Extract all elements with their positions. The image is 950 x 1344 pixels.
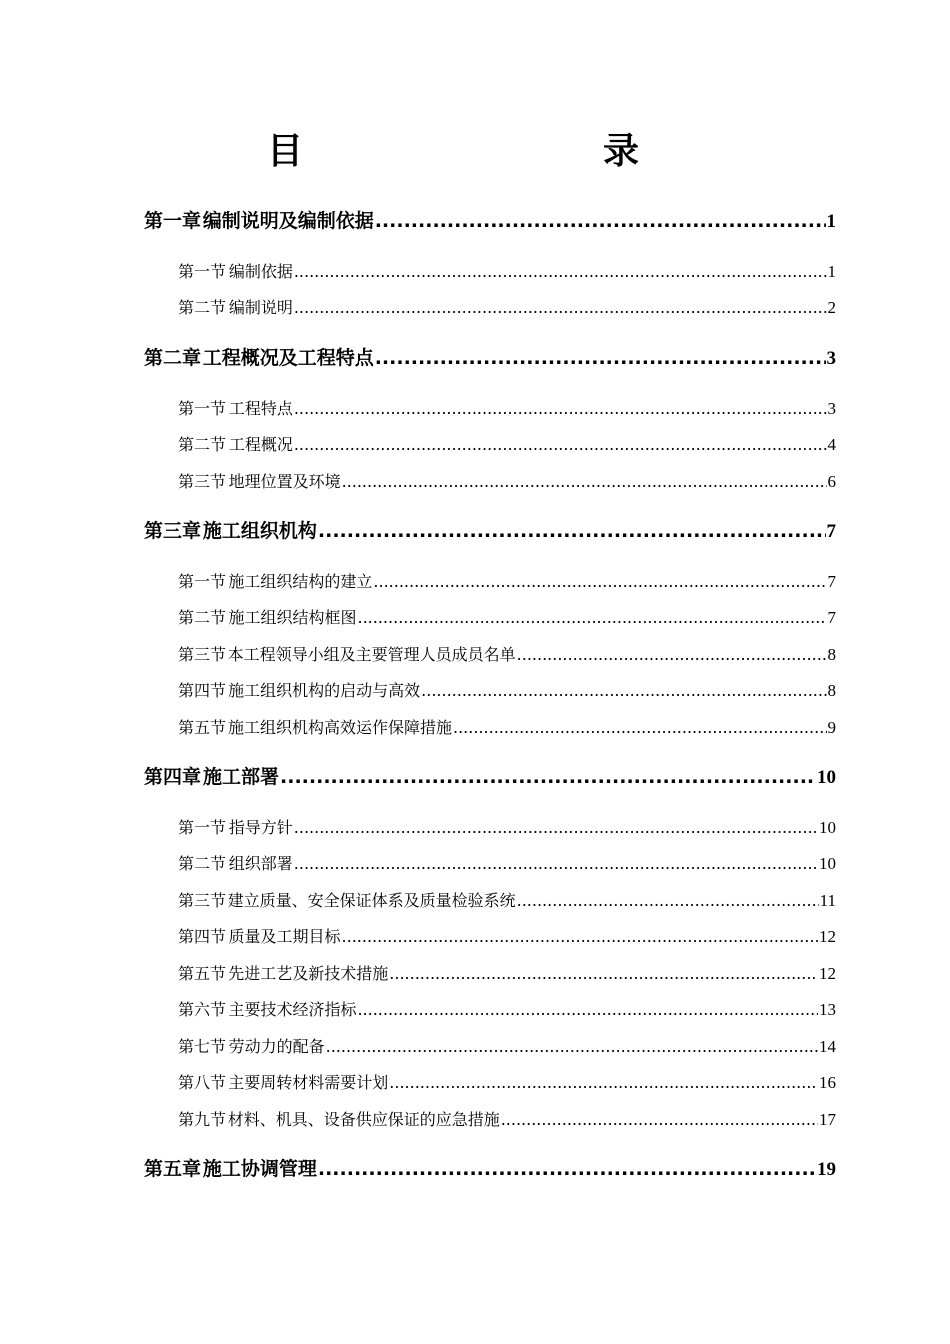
section-title: 编制依据 xyxy=(228,262,293,281)
section-number: 第四节 xyxy=(178,927,227,946)
chapter-title: 施工组织机构 xyxy=(202,520,317,542)
page-number: 19 xyxy=(817,1159,836,1180)
section-title: 建立质量、安全保证体系及质量检验系统 xyxy=(227,891,516,910)
toc-section-2-2[interactable] xyxy=(178,434,836,456)
dot-leader xyxy=(501,1109,818,1131)
section-title: 施工组织机构的启动与高效 xyxy=(228,681,421,700)
toc-section-3-2[interactable] xyxy=(178,607,836,629)
page-number: 7 xyxy=(827,608,836,627)
page-number: 13 xyxy=(819,1000,836,1019)
toc-section-3-4[interactable] xyxy=(178,680,836,702)
section-number: 第一节 xyxy=(178,262,227,281)
toc-section-1-2[interactable] xyxy=(178,297,836,319)
section-number: 第三节 xyxy=(178,891,227,910)
page-number: 16 xyxy=(819,1073,836,1092)
page-number: 10 xyxy=(817,767,836,788)
section-title: 组织部署 xyxy=(228,854,293,873)
section-number: 第五节 xyxy=(178,718,227,737)
dot-leader xyxy=(326,1036,818,1058)
page-number: 10 xyxy=(819,818,836,837)
toc-section-4-6[interactable] xyxy=(178,999,836,1021)
toc-section-3-1[interactable] xyxy=(178,571,836,593)
dot-leader xyxy=(342,926,818,948)
toc-section-4-7[interactable] xyxy=(178,1036,836,1058)
toc-section-3-3[interactable] xyxy=(178,644,836,666)
toc-section-4-3[interactable] xyxy=(178,890,836,912)
page-number: 8 xyxy=(827,681,836,700)
page-number: 12 xyxy=(819,964,836,983)
chapter-number: 第三章 xyxy=(144,520,202,542)
chapter-number: 第五章 xyxy=(144,1158,202,1180)
toc-chapter-4[interactable] xyxy=(144,764,836,791)
dot-leader xyxy=(389,1072,818,1094)
section-title: 主要技术经济指标 xyxy=(228,1000,357,1019)
dot-leader xyxy=(294,434,827,456)
section-title: 主要周转材料需要计划 xyxy=(228,1073,389,1092)
dot-leader xyxy=(375,345,826,371)
toc-section-2-1[interactable] xyxy=(178,398,836,420)
chapter-title: 施工部署 xyxy=(203,766,280,788)
dot-leader xyxy=(421,680,826,702)
section-title: 编制说明 xyxy=(228,298,293,317)
page-number: 11 xyxy=(819,891,836,910)
page-number: 3 xyxy=(826,348,836,369)
toc-section-3-5[interactable] xyxy=(178,717,836,739)
dot-leader xyxy=(318,518,826,544)
section-title: 质量及工期目标 xyxy=(228,927,341,946)
toc-section-1-1[interactable] xyxy=(178,261,836,283)
page-number: 7 xyxy=(826,521,836,542)
section-title: 本工程领导小组及主要管理人员成员名单 xyxy=(227,645,516,664)
page-number: 8 xyxy=(827,645,836,664)
page-number: 1 xyxy=(826,211,836,232)
chapter-number: 第一章 xyxy=(144,210,202,232)
page-number: 7 xyxy=(827,572,836,591)
section-number: 第六节 xyxy=(178,1000,227,1019)
section-title: 先进工艺及新技术措施 xyxy=(228,964,389,983)
section-number: 第三节 xyxy=(178,645,227,664)
section-number: 第二节 xyxy=(178,854,227,873)
dot-leader xyxy=(373,571,826,593)
section-number: 第四节 xyxy=(178,681,227,700)
section-title: 施工组织结构框图 xyxy=(228,608,357,627)
page-number: 14 xyxy=(819,1037,836,1056)
section-number: 第七节 xyxy=(178,1037,227,1056)
section-title: 劳动力的配备 xyxy=(228,1037,325,1056)
section-number: 第二节 xyxy=(178,435,227,454)
section-number: 第五节 xyxy=(178,964,227,983)
section-title: 材料、机具、设备供应保证的应急措施 xyxy=(227,1110,500,1129)
section-number: 第一节 xyxy=(178,399,227,418)
page-number: 2 xyxy=(827,298,836,317)
section-number: 第一节 xyxy=(178,818,227,837)
chapter-number: 第四章 xyxy=(144,766,202,788)
toc-chapter-5[interactable] xyxy=(144,1156,836,1183)
section-number: 第三节 xyxy=(178,472,227,491)
dot-leader xyxy=(517,890,819,912)
toc-section-4-1[interactable] xyxy=(178,817,836,839)
page-number: 9 xyxy=(827,718,836,737)
page-number: 10 xyxy=(819,854,836,873)
dot-leader xyxy=(375,208,826,234)
toc-section-4-2[interactable] xyxy=(178,853,836,875)
section-number: 第二节 xyxy=(178,608,227,627)
section-title: 施工组织机构高效运作保障措施 xyxy=(227,718,452,737)
section-title: 施工组织结构的建立 xyxy=(228,572,373,591)
toc-section-4-5[interactable] xyxy=(178,963,836,985)
dot-leader xyxy=(280,764,816,790)
chapter-title: 编制说明及编制依据 xyxy=(202,210,374,232)
toc-chapter-1[interactable] xyxy=(144,208,836,235)
dot-leader xyxy=(318,1156,816,1182)
toc-section-4-9[interactable] xyxy=(178,1109,836,1131)
section-number: 第九节 xyxy=(178,1110,227,1129)
dot-leader xyxy=(342,471,827,493)
section-title: 指导方针 xyxy=(228,818,293,837)
chapter-title: 工程概况及工程特点 xyxy=(202,347,374,369)
chapter-title: 施工协调管理 xyxy=(202,1158,317,1180)
page-number: 17 xyxy=(819,1110,836,1129)
toc-section-4-8[interactable] xyxy=(178,1072,836,1094)
page-number: 3 xyxy=(827,399,836,418)
dot-leader xyxy=(294,853,818,875)
dot-leader xyxy=(294,817,818,839)
toc-chapter-2[interactable] xyxy=(144,345,836,372)
dot-leader xyxy=(389,963,818,985)
page-number: 4 xyxy=(827,435,836,454)
section-title: 工程特点 xyxy=(228,399,293,418)
section-title: 地理位置及环境 xyxy=(228,472,341,491)
toc-section-4-4[interactable] xyxy=(178,926,836,948)
dot-leader xyxy=(517,644,827,666)
page-number: 6 xyxy=(827,472,836,491)
page-number: 1 xyxy=(827,262,836,281)
dot-leader xyxy=(294,297,827,319)
dot-leader xyxy=(294,261,827,283)
dot-leader xyxy=(453,717,827,739)
dot-leader xyxy=(294,398,827,420)
page-number: 12 xyxy=(819,927,836,946)
section-number: 第二节 xyxy=(178,298,227,317)
toc-section-2-3[interactable] xyxy=(178,471,836,493)
toc-chapter-3[interactable] xyxy=(144,518,836,545)
section-title: 工程概况 xyxy=(228,435,293,454)
dot-leader xyxy=(358,607,827,629)
chapter-number: 第二章 xyxy=(144,347,202,369)
page-title: 目 录 xyxy=(266,131,715,172)
dot-leader xyxy=(357,999,818,1021)
section-number: 第一节 xyxy=(178,572,227,591)
section-number: 第八节 xyxy=(178,1073,227,1092)
